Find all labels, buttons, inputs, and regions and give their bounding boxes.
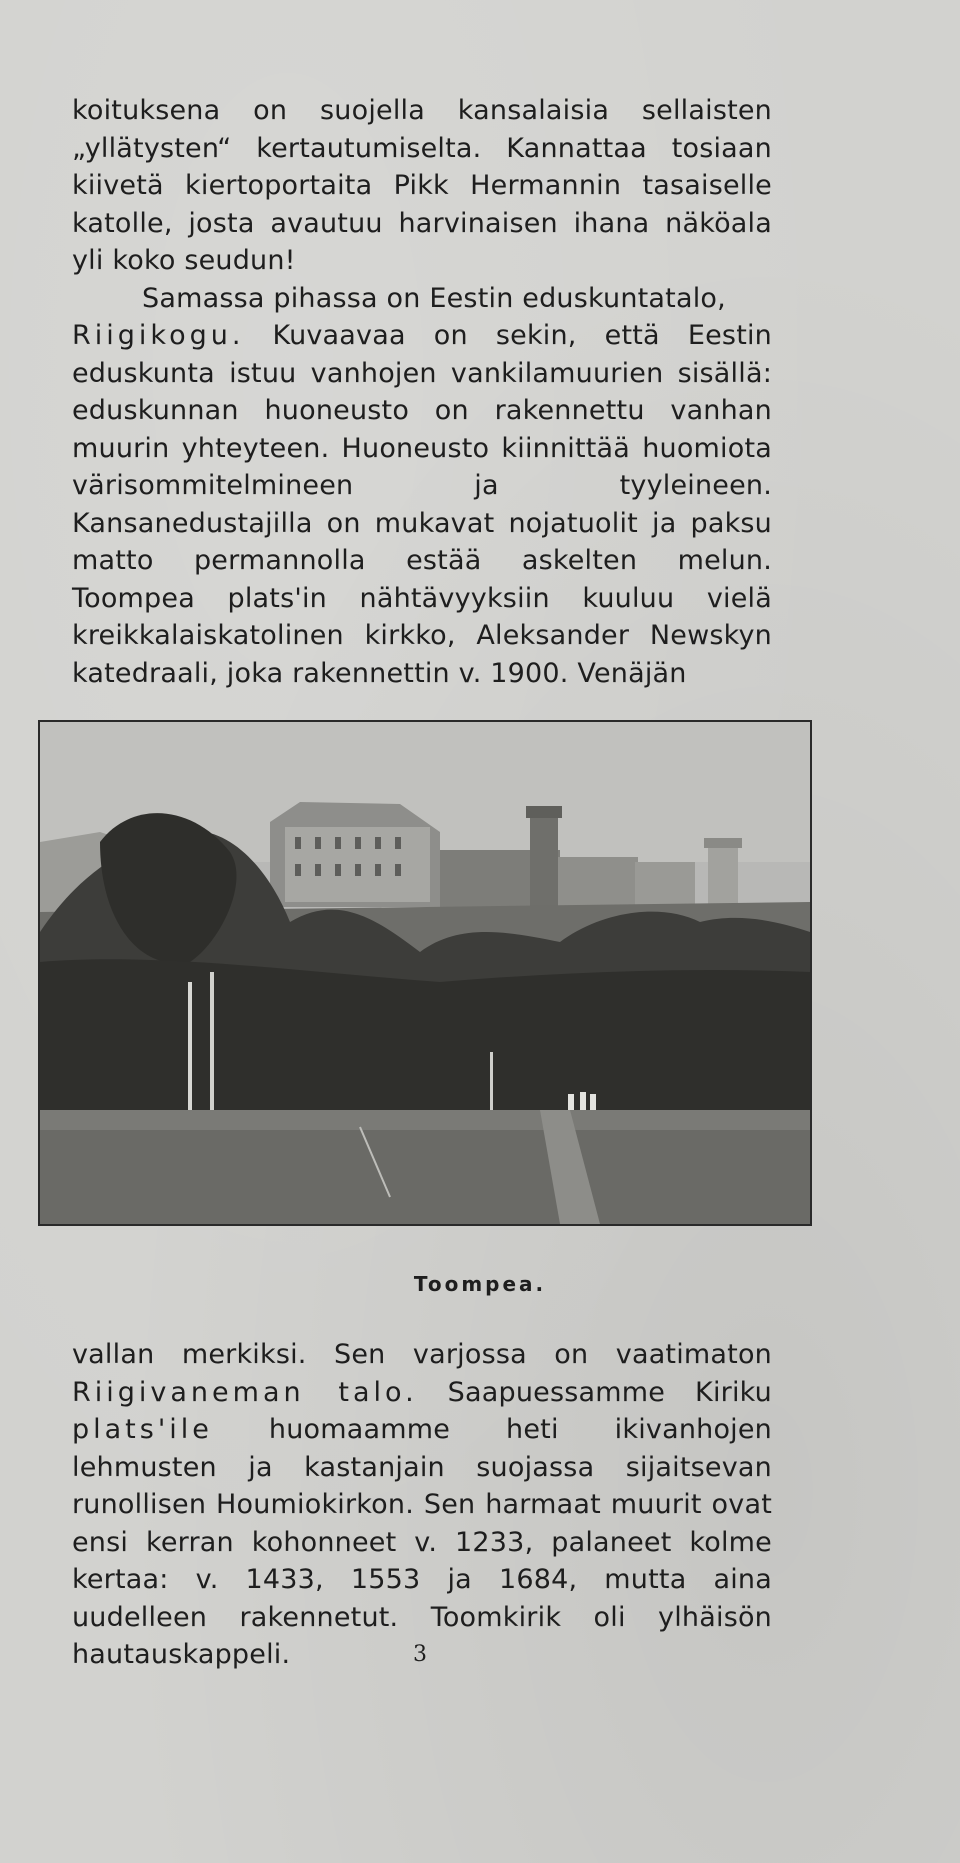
figure-caption: Toompea.	[413, 1272, 547, 1296]
bottom-text-block	[72, 1336, 772, 1674]
top-text-block	[72, 92, 772, 692]
riigikogu-term: Riigikogu.	[72, 320, 245, 351]
toompea-photo	[38, 720, 812, 1226]
paragraph-3-part-c: Saapuessamme Kiriku	[417, 1376, 772, 1408]
paragraph-3	[72, 1336, 772, 1674]
riigivaneman-term: Riigivaneman talo.	[72, 1376, 418, 1408]
paragraph-3-part-e: huomaamme heti ikivanhojen lehmusten ja kastanjain suojassa sijaitsevan runollisen Houmiokirkon. Sen harmaat muurit ovat ensi kerran kohonneet v. 1233, palaneet kolme kertaa: v. 1433, 1553 ja 1684, mutta aina uudelleen rakennetut. Toomkirik oli ylhäisön hautauskappeli.	[72, 1414, 772, 1670]
paragraph-2-lead: Samassa pihassa on Eestin eduskuntatalo,	[142, 282, 726, 314]
paragraph-3-part-a: vallan merkiksi. Sen varjossa on vaatimaton	[72, 1339, 772, 1370]
paragraph-1: koituksena on suojella kansalaisia sellaisten „yllätysten“ kertautumiselta. Kannattaa tosiaan kiivetä kiertoportaita Pikk Hermannin tasaiselle katolle, josta avautuu harvinaisen ihana näköala yli koko seudun!	[72, 95, 772, 276]
paragraph-2	[72, 280, 772, 693]
plats-term: plats'ile	[72, 1414, 213, 1445]
page-number: 3	[413, 1642, 427, 1667]
paragraph-2-rest: Kuvaavaa on sekin, että Eestin eduskunta istuu vanhojen vankilamuurien sisällä: eduskunnan huoneusto on rakennettu vanhan muurin yhteyteen. Huoneusto kiinnittää huomiota värisommitelmineen ja tyyleineen. Kansanedustajilla on mukavat nojatuolit ja paksu matto permannolla estää askelten melun. Toompea plats'in nähtävyyksiin kuuluu vielä kreikkalaiskatolinen kirkko, Aleksander Newskyn katedraali, joka rakennettin v. 1900. Venäjän	[72, 320, 772, 689]
